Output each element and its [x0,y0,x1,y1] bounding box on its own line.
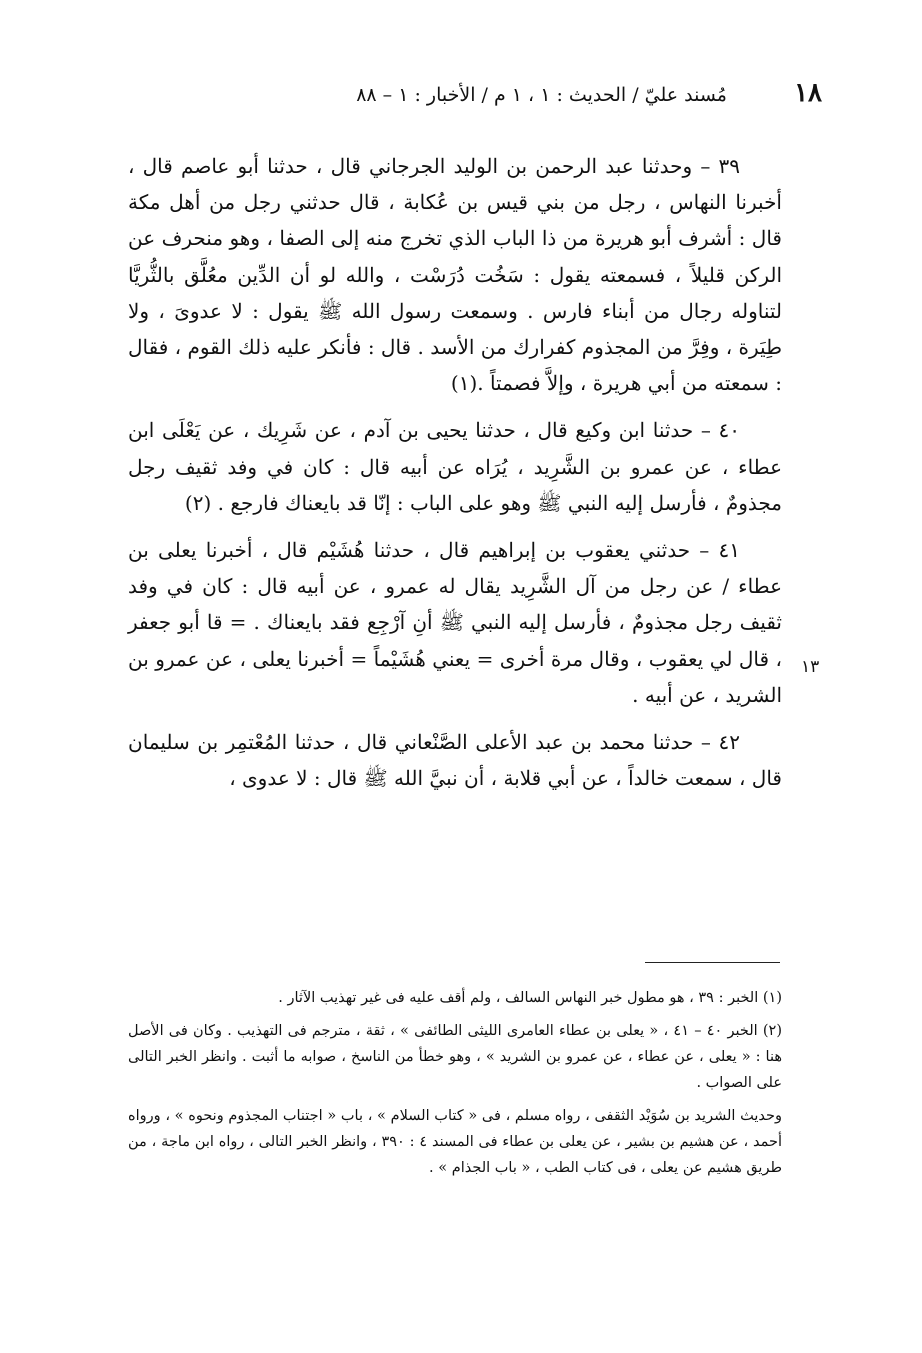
running-head: مُسند عليّ / الحديث : ١ ، ١ م / الأخبار : ١ – ٨٨ [356,84,727,106]
hadith-41: ٤١ – حدثني يعقوب بن إبراهيم قال ، حدثنا هُشَيْم قال ، أخبرنا يعلى بن عطاء / عن رجل من آل الشَّرِيد يقال له عمرو ، عن أبيه قال : كان في وفد ثقيف رجل مجذومٌ ، فأرسل إليه النبي ﷺ أنِ آرْجِع فقد بايعناك . = قا أبو جعفر ، قال لي يعقوب ، وقال مرة أخرى = يعني هُشَيْماً = أخبرنا يعلى ، عن عمرو بن الشريد ، عن أبيه . [128,538,783,707]
page-header [100,78,822,118]
page-number: ١٨ [794,78,822,108]
footnote-2-continued: وحديث الشريد بن سُوَيْد الثقفى ، رواه مسلم ، فى « كتاب السلام » ، باب « اجتناب المجذوم ونحوه » ، ورواه أحمد ، عن هشيم بن بشير ، عن يعلى بن عطاء فى المسند ٤ : ٣٩٠ ، وانظر الخبر التالى ، رواه ابن ماجة ، من طريق هشيم عن يعلى ، فى كتاب الطب ، « باب الجذام » . [128,1108,782,1176]
hadith-42: ٤٢ – حدثنا محمد بن عبد الأعلى الصَّنْعاني قال ، حدثنا المُعْتمِر بن سليمان قال ، سمعت خالداً ، عن أبي قلابة ، أن نبيَّ الله ﷺ قال : لا عدوى ، [128,730,782,791]
footnote-1: (١) الخبر : ٣٩ ، هو مطول خبر النهاس السالف ، ولم أقف عليه فى غير تهذيب الآثار . [278,990,782,1006]
footnotes [128,985,782,1188]
hadith-39: ٣٩ – وحدثنا عبد الرحمن بن الوليد الجرجاني قال ، حدثنا أبو عاصم قال ، أخبرنا النهاس ، رجل من بني قيس بن عُكابة ، قال حدثني رجل من أهل مكة قال : أشرف أبو هريرة من ذا الباب الذي تخرج منه إلى الصفا ، وهو منحرف عن الركن قليلاً ، فسمعته يقول : سَخُت دُرَسْت ، والله لو أن الدِّين معُلَّق بالثُّريَّا لتناوله رجال من أبناء فارس . وسمعت رسول الله ﷺ يقول : لا عدوىَ ، ولا طِيَرة ، وفِرَّ من المجذوم كفرارك من الأسد . قال : فأنكر عليه ذلك القوم ، فقال : سمعته من أبي هريرة ، وإلاَّ فصمتاً .(١) [127,154,782,396]
hadith-40: ٤٠ – حدثنا ابن وكيع قال ، حدثنا يحيى بن آدم ، عن شَرِيك ، عن يَعْلَى ابن عطاء ، عن عمرو بن الشَّرِيد ، يُرَاه عن أبيه قال : كان في وفد ثقيف رجل مجذومٌ ، فأرسل إليه النبي ﷺ وهو على الباب : إنّا قد بايعناك فارجع . (٢) [128,418,782,515]
footnote-2: (٢) الخبر ٤٠ – ٤١ ، « يعلى بن عطاء العامرى الليثى الطائفى » ، ثقة ، مترجم فى التهذيب . وكان فى الأصل هنا : « يعلى ، عن عطاء ، عن عمرو بن الشريد » ، وهو خطأ من الناسخ ، صوابه ما أثبت . وانظر الخبر التالى على الصواب . [128,1023,783,1091]
margin-page-reference: ١٣ [801,657,820,677]
main-text [128,148,782,807]
footnote-divider [645,962,780,963]
